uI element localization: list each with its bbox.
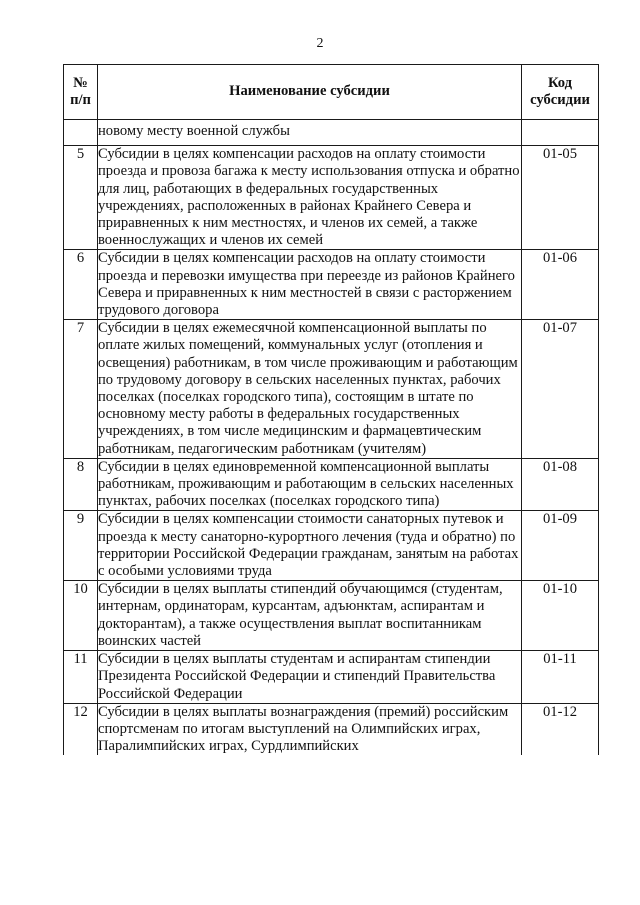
table-row (64, 146, 599, 250)
row-num (64, 120, 98, 146)
table-row (64, 511, 599, 581)
row-num: 8 (64, 458, 98, 511)
row-code: 01-12 (522, 703, 599, 755)
subsidies-table (63, 64, 599, 755)
row-name: Субсидии в целях единовременной компенсационной выплаты работникам, проживающим и работающим в сельских населенных пунктах, рабочих поселках (поселках городского типа) (98, 458, 522, 511)
row-code: 01-11 (522, 651, 599, 704)
row-name: Субсидии в целях выплаты вознаграждения (премий) российским спортсменам по итогам выступлений на Олимпийских играх, Паралимпийских играх, Сурдлимпийских (98, 703, 522, 755)
row-code: 01-07 (522, 320, 599, 459)
row-code (522, 120, 599, 146)
header-code: Код субсидии (522, 65, 599, 120)
table-row (64, 651, 599, 704)
row-name: Субсидии в целях выплаты студентам и аспирантам стипендии Президента Российской Федерации и стипендий Правительства Российской Федерации (98, 651, 522, 704)
table-row-continuation (64, 120, 599, 146)
row-name: Субсидии в целях компенсации расходов на оплату стоимости проезда и провоза багажа к месту использования отпуска и обратно для лиц, работающих в федеральных государственных учреждениях, расположенных в районах Крайнего Севера и приравненных к ним местностях, и членов их семей, а также военнослужащих и членов их семей (98, 146, 520, 249)
row-name: Субсидии в целях компенсации стоимости санаторных путевок и проезда к месту санаторно-курортного лечения (туда и обратно) по территории Российской Федерации гражданам, занятым на работах с особыми условиями труда (98, 511, 522, 581)
row-num: 6 (64, 250, 98, 320)
page-number: 2 (316, 36, 324, 51)
row-num: 10 (64, 581, 98, 651)
table-row (64, 581, 599, 651)
table-row (64, 458, 599, 511)
row-code: 01-09 (522, 511, 599, 581)
row-code: 01-05 (522, 146, 599, 250)
row-code: 01-10 (522, 581, 599, 651)
row-name: Субсидии в целях ежемесячной компенсационной выплаты по оплате жилых помещений, коммунальных услуг (отопления и освещения) работникам, в том числе проживающим и работающим по трудовому договору в сельских населенных пунктах, рабочих поселках (поселках городского типа), состоящим в штате по основному месту работы в федеральных государственных учреждениях, в том числе медицинским и фармацевтическим работникам, педагогическим работникам (учителям) (98, 320, 522, 459)
table-row (64, 320, 599, 459)
table-row (64, 250, 599, 320)
row-name: Субсидии в целях компенсации расходов на оплату стоимости проезда и перевозки имущества при переезде из районов Крайнего Севера и приравненных к ним местностей в связи с расторжением трудового договора (98, 250, 522, 320)
row-code: 01-06 (522, 250, 599, 320)
row-name: Субсидии в целях выплаты стипендий обучающимся (студентам, интернам, ординаторам, курсантам, адъюнктам, аспирантам и докторантам), а также осуществления выплат воспитанникам воинских частей (98, 581, 522, 651)
row-name: новому месту военной службы (98, 120, 522, 146)
table-header-row (64, 65, 599, 120)
header-name: Наименование субсидии (98, 65, 522, 120)
row-num: 11 (64, 651, 98, 704)
table-row (64, 703, 599, 755)
row-num: 7 (64, 320, 98, 459)
header-num: № п/п (64, 65, 98, 120)
row-code: 01-08 (522, 458, 599, 511)
row-num: 5 (64, 146, 98, 250)
row-num: 12 (64, 703, 98, 755)
row-num: 9 (64, 511, 98, 581)
